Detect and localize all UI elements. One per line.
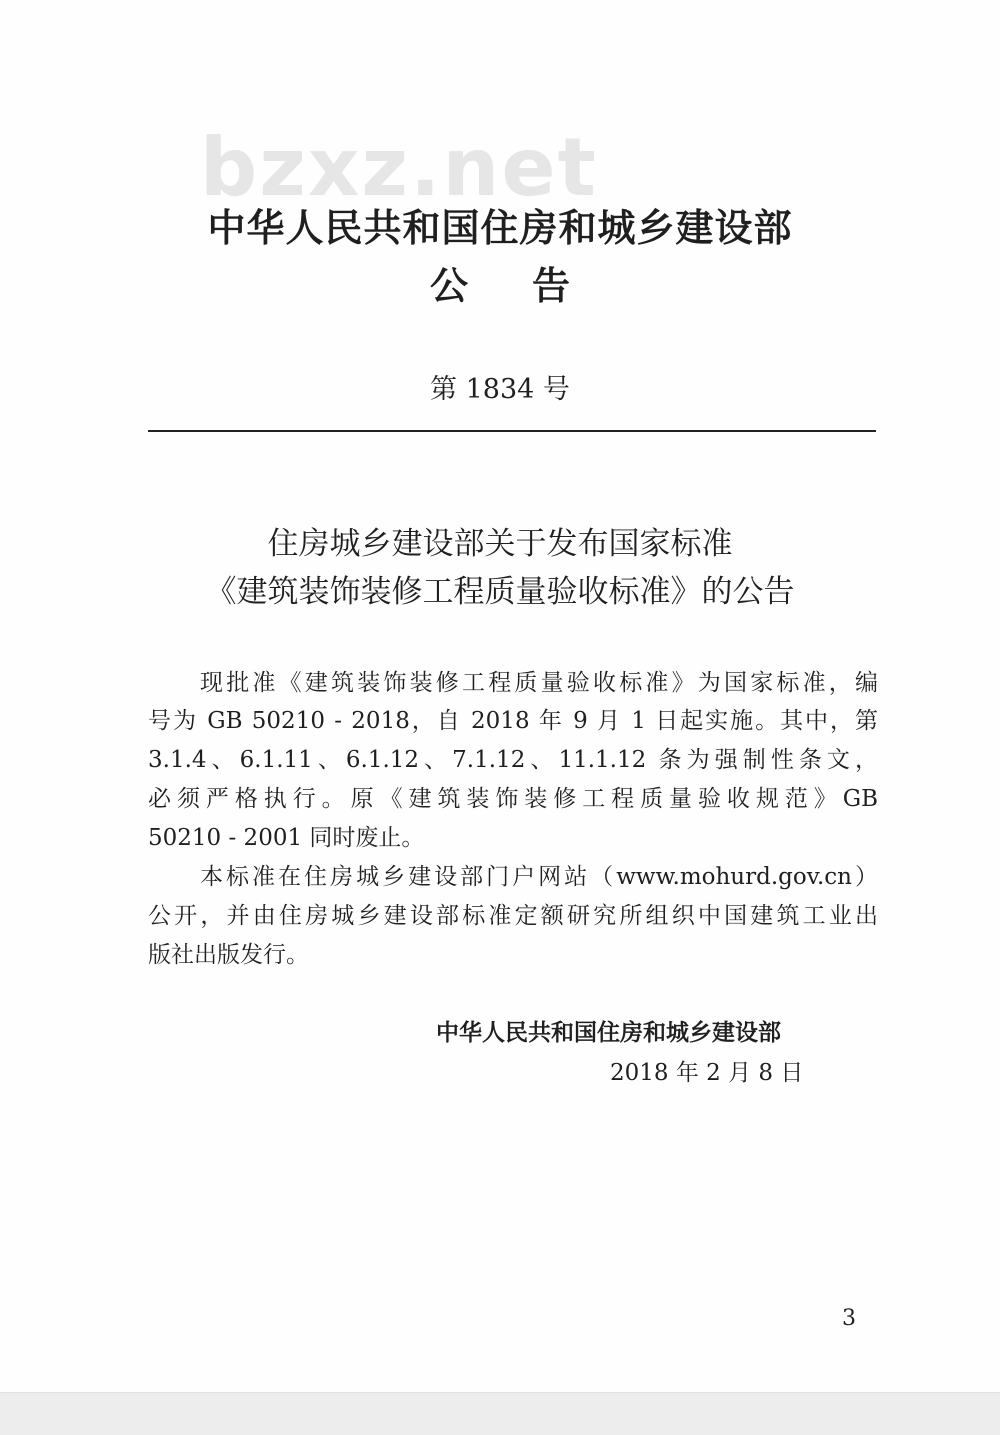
notice-title: 公告 bbox=[429, 264, 634, 308]
issue-date: 2018 年 2 月 8 日 bbox=[610, 1060, 804, 1086]
notice-number: 第 1834 号 bbox=[430, 374, 570, 405]
paragraph-line: 本标准在住房城乡建设部门户网站（www.mohurd.gov.cn） bbox=[200, 864, 878, 890]
ministry-title: 中华人民共和国住房和城乡建设部 bbox=[207, 206, 793, 250]
paragraph-line: 版社出版发行。 bbox=[148, 942, 309, 968]
page-number: 3 bbox=[842, 1306, 856, 1331]
watermark-text: bzxz.net bbox=[200, 121, 598, 214]
viewer-bottom-bar bbox=[0, 1392, 1000, 1435]
paragraph-line: 3.1.4、6.1.11、6.1.12、7.1.12、11.1.12 条为强制性条文， bbox=[148, 747, 878, 773]
announcement-title-line-2: 《建筑装饰装修工程质量验收标准》的公告 bbox=[205, 574, 795, 610]
paragraph-line: 公开，并由住房城乡建设部标准定额研究所组织中国建筑工业出 bbox=[148, 903, 878, 929]
issuer-signature: 中华人民共和国住房和城乡建设部 bbox=[436, 1020, 781, 1046]
paragraph-line: 号为 GB 50210 - 2018，自 2018 年 9 月 1 日起实施。其中，第 bbox=[148, 708, 878, 734]
paragraph-line: 必须严格执行。原《建筑装饰装修工程质量验收规范》GB bbox=[148, 786, 878, 812]
announcement-title-line-1: 住房城乡建设部关于发布国家标准 bbox=[267, 526, 733, 562]
header-divider bbox=[148, 430, 876, 432]
paragraph-line: 现批准《建筑装饰装修工程质量验收标准》为国家标准，编 bbox=[200, 670, 878, 696]
paragraph-line: 50210 - 2001 同时废止。 bbox=[148, 825, 425, 851]
